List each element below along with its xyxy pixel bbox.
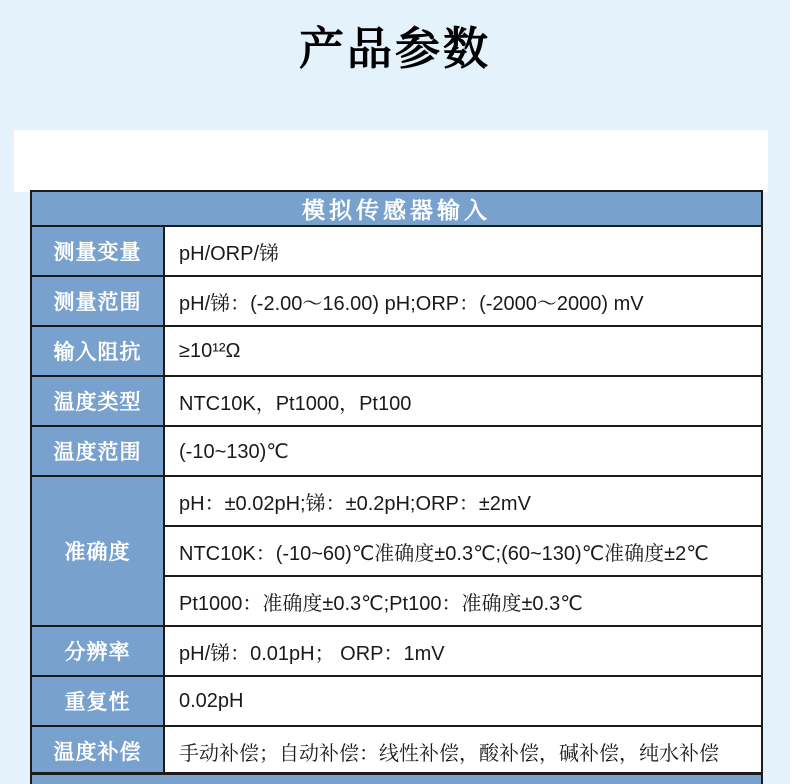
row-label: 分辨率 xyxy=(31,626,164,676)
table-row xyxy=(31,476,762,526)
table-row xyxy=(31,226,762,276)
row-label: 准确度 xyxy=(31,476,164,626)
page-title: 产品参数 xyxy=(298,23,491,74)
row-value: 0.02pH xyxy=(164,676,762,726)
table-row xyxy=(31,326,762,376)
table-header-row xyxy=(31,191,762,226)
table-row xyxy=(31,426,762,476)
row-label: 重复性 xyxy=(31,676,164,726)
table-row xyxy=(31,676,762,726)
row-value: NTC10K，Pt1000，Pt100 xyxy=(164,376,762,426)
row-label: 测量变量 xyxy=(31,226,164,276)
row-label: 温度补偿 xyxy=(31,726,164,776)
next-section-header-partial xyxy=(30,772,763,784)
row-value: pH/锑：(-2.00～16.00) pH;ORP：(-2000～2000) mV xyxy=(164,276,762,326)
row-value: pH/锑：0.01pH； ORP：1mV xyxy=(164,626,762,676)
content-card-top xyxy=(14,130,768,192)
table-row xyxy=(31,376,762,426)
row-value: pH/ORP/锑 xyxy=(164,226,762,276)
table-row xyxy=(31,626,762,676)
row-value: pH：±0.02pH;锑：±0.2pH;ORP：±2mV xyxy=(164,476,762,526)
table-section-title: 模拟传感器输入 xyxy=(31,191,762,226)
row-value: Pt1000：准确度±0.3℃;Pt100：准确度±0.3℃ xyxy=(164,576,762,626)
row-value: 手动补偿；自动补偿：线性补偿，酸补偿，碱补偿，纯水补偿 xyxy=(164,726,762,776)
row-label: 温度范围 xyxy=(31,426,164,476)
row-value: (-10~130)℃ xyxy=(164,426,762,476)
row-value: NTC10K：(-10~60)℃准确度±0.3℃;(60~130)℃准确度±2℃ xyxy=(164,526,762,576)
spec-table xyxy=(30,190,763,777)
row-value: ≥10¹²Ω xyxy=(164,326,762,376)
table-row xyxy=(31,726,762,776)
row-label: 测量范围 xyxy=(31,276,164,326)
table-row xyxy=(31,276,762,326)
row-label: 输入阻抗 xyxy=(31,326,164,376)
row-label: 温度类型 xyxy=(31,376,164,426)
